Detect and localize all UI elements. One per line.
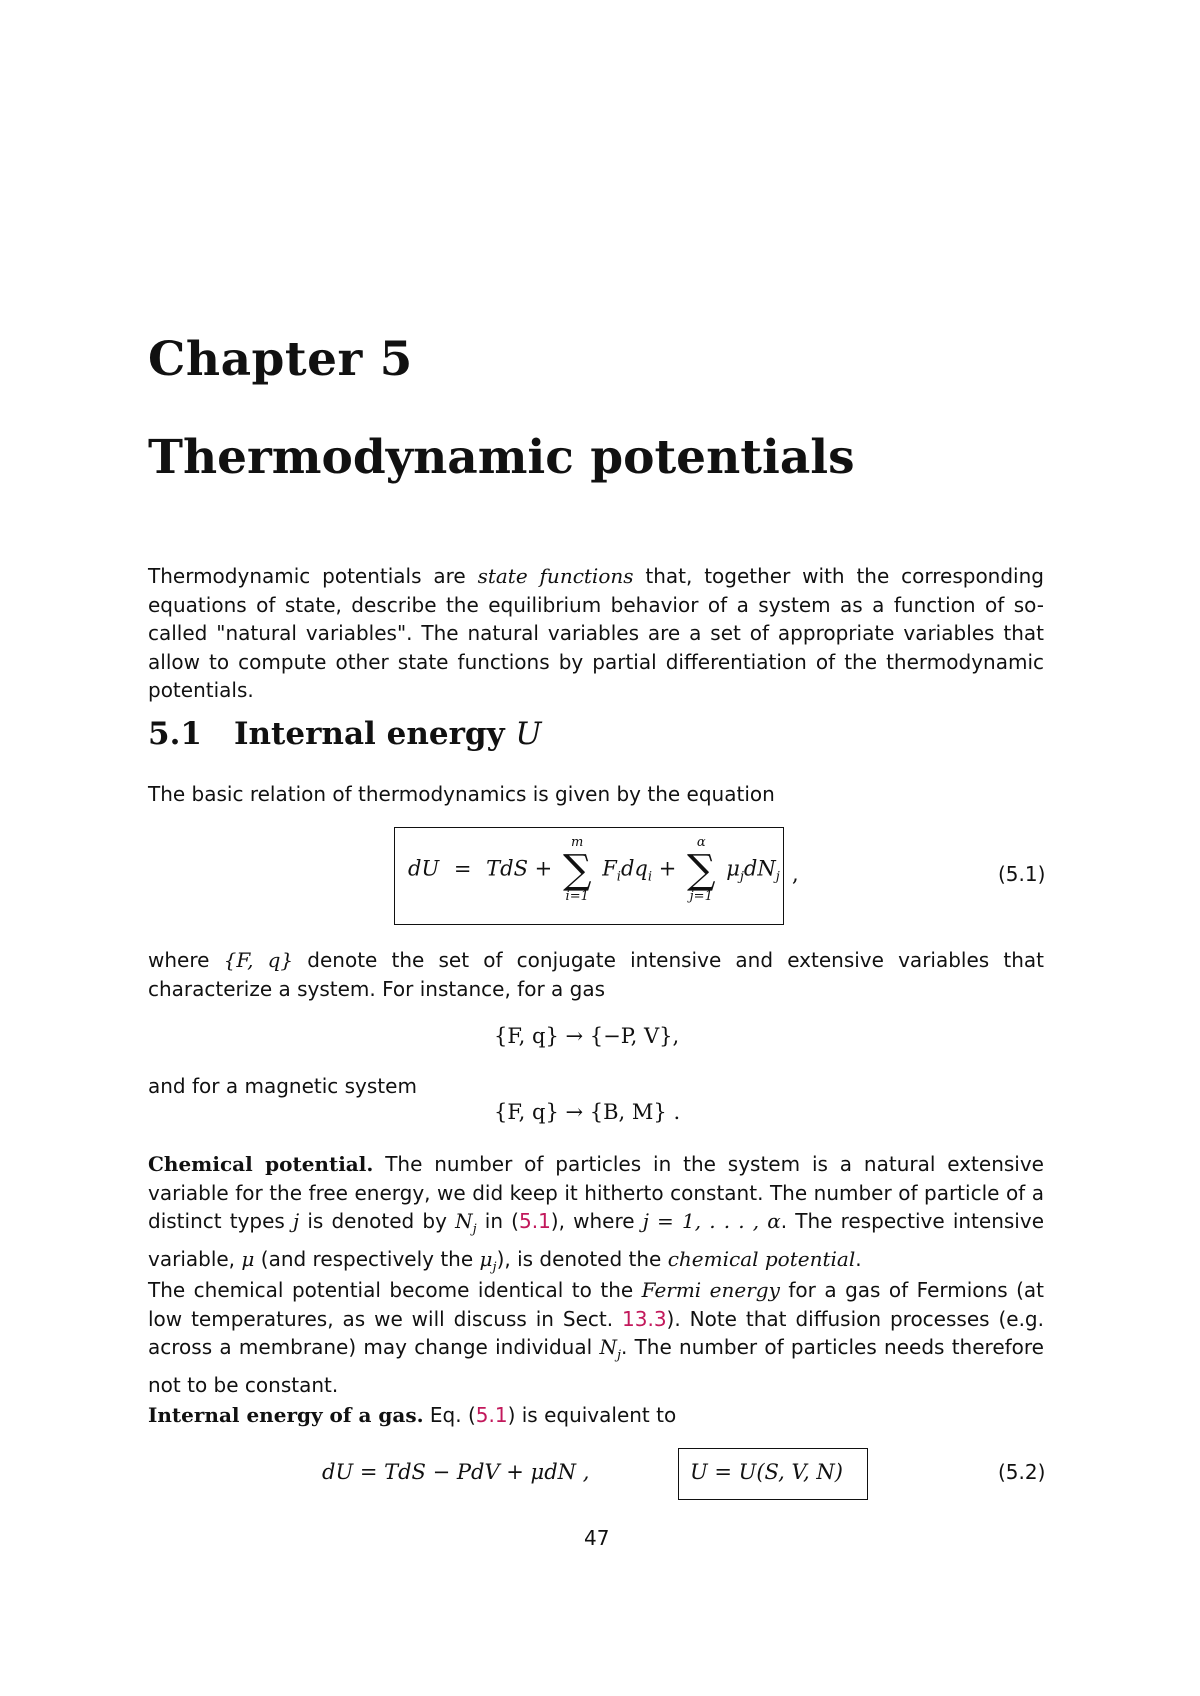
chem-text-g: ), is denoted the [496, 1246, 668, 1271]
chem-text-a: The number of particles in the system is a natural extensive variable for the free energy, we did keep it hitherto constant. The number of particle of a distinct types [148, 1152, 1044, 1234]
chem-range: j = 1, . . . , α [642, 1209, 781, 1234]
where-set: {F, q} [223, 948, 294, 972]
fermi-text-a: The chemical potential become identical to the [148, 1278, 642, 1302]
fermi-emphasis: Fermi energy [641, 1278, 780, 1302]
chem-text-f: (and respectively the [254, 1246, 480, 1271]
chem-text-e: . The respective intensive variable, [148, 1209, 1045, 1271]
chem-j: j [293, 1209, 300, 1234]
chapter-title: Thermodynamic potentials [148, 430, 855, 485]
eq1-dN-sub: j [775, 869, 780, 885]
equation-5-2-boxed: U = U(S, V, N) [690, 1460, 843, 1484]
chem-muj: μ [479, 1246, 493, 1271]
equation-number-5-2: (5.2) [998, 1460, 1046, 1484]
sum1-lower: i=1 [565, 889, 589, 904]
intro-text-2: that, together with the corresponding equations of state, describe the equilibrium behavior of a system as a function of so-called "natural variables". The natural variables are a set of appropriate variables that allow to compute other state functions by partial differentiation of the thermodynamic potentials. [148, 564, 1044, 703]
eq1-mu: μ [726, 856, 740, 881]
chem-text-c: in ( [476, 1209, 519, 1234]
where-text-2: denote the set of conjugate intensive and extensive variables that characterize a system. For instance, for a gas [148, 948, 1044, 1001]
intro-text-1: Thermodynamic potentials are [148, 564, 478, 588]
chem-text-h: . [855, 1246, 862, 1271]
fermi-text-b: for a gas of Fermions (at low temperatures, as we will discuss in Sect. [148, 1278, 1044, 1331]
where-paragraph [148, 946, 1044, 1003]
equation-gas: {F, q} → {−P, V}, [494, 1024, 680, 1048]
gas-text-a: Eq. ( [423, 1403, 476, 1427]
eq1-dN: dN [743, 856, 776, 881]
chem-muj-sub: j [492, 1259, 497, 1275]
fermi-Nj: N [599, 1335, 617, 1360]
fermi-ref-link[interactable]: 13.3 [622, 1306, 667, 1331]
section-variable: U [515, 716, 542, 752]
magnetic-paragraph: and for a magnetic system [148, 1074, 417, 1098]
fermi-text-d: . The number of particles needs therefore not to be constant. [148, 1335, 1044, 1397]
eq1-mu-sub: j [739, 869, 744, 885]
sigma-icon: ∑ [562, 847, 592, 893]
equation-5-1 [408, 836, 780, 904]
eq1-plus: + [658, 856, 677, 881]
summation-1 [563, 836, 592, 904]
chem-Nj-sub: j [472, 1222, 477, 1238]
page-number: 47 [584, 1526, 610, 1550]
chem-Nj: N [455, 1209, 473, 1234]
equation-magnetic: {F, q} → {B, M} . [494, 1100, 681, 1124]
gas-text-b: ) is equivalent to [507, 1403, 677, 1427]
chem-mu: μ [241, 1246, 255, 1271]
fermi-Nj-sub: j [616, 1348, 621, 1364]
chem-ref-link[interactable]: 5.1 [518, 1209, 551, 1234]
gas-title: Internal energy of a gas. [148, 1403, 424, 1427]
chem-text-d: ), where [550, 1209, 643, 1234]
chemical-potential-paragraph [148, 1150, 1044, 1282]
section-number: 5.1 [148, 716, 202, 752]
basic-relation-paragraph: The basic relation of thermodynamics is given by the equation [148, 782, 775, 806]
gas-paragraph [148, 1401, 1044, 1430]
equation-number-5-1: (5.1) [998, 862, 1046, 886]
chapter-label: Chapter 5 [148, 332, 413, 387]
summation-2 [687, 836, 716, 904]
intro-paragraph [148, 562, 1044, 705]
fermi-text-c: ). Note that diffusion processes (e.g. across a membrane) may change individual [148, 1306, 1044, 1360]
gas-ref-link[interactable]: 5.1 [475, 1403, 508, 1427]
eq1-F-sub: i [616, 869, 621, 885]
sigma-icon: ∑ [686, 847, 716, 893]
fermi-paragraph [148, 1276, 1044, 1399]
equation-5-2-lhs: dU = TdS − PdV + μdN , [322, 1460, 590, 1484]
eq1-comma: , [792, 862, 799, 886]
section-heading [148, 716, 542, 752]
eq1-dq-sub: i [647, 869, 652, 885]
eq1-lhs: dU [408, 856, 440, 881]
chem-text-b: is denoted by [299, 1209, 456, 1234]
sum2-lower: j=1 [689, 889, 713, 904]
sum2-upper: α [696, 835, 706, 850]
chem-title: Chemical potential. [148, 1152, 374, 1176]
eq1-term1: TdS + [486, 856, 553, 881]
chem-emphasis: chemical potential [667, 1246, 856, 1271]
intro-emphasis: state functions [477, 564, 634, 588]
eq1-F: F [602, 856, 617, 881]
eq1-dq: dq [620, 856, 648, 881]
section-title: Internal energy [234, 716, 516, 752]
eq1-equals: = [453, 856, 472, 881]
where-text-1: where [148, 948, 224, 972]
sum1-upper: m [571, 835, 584, 850]
